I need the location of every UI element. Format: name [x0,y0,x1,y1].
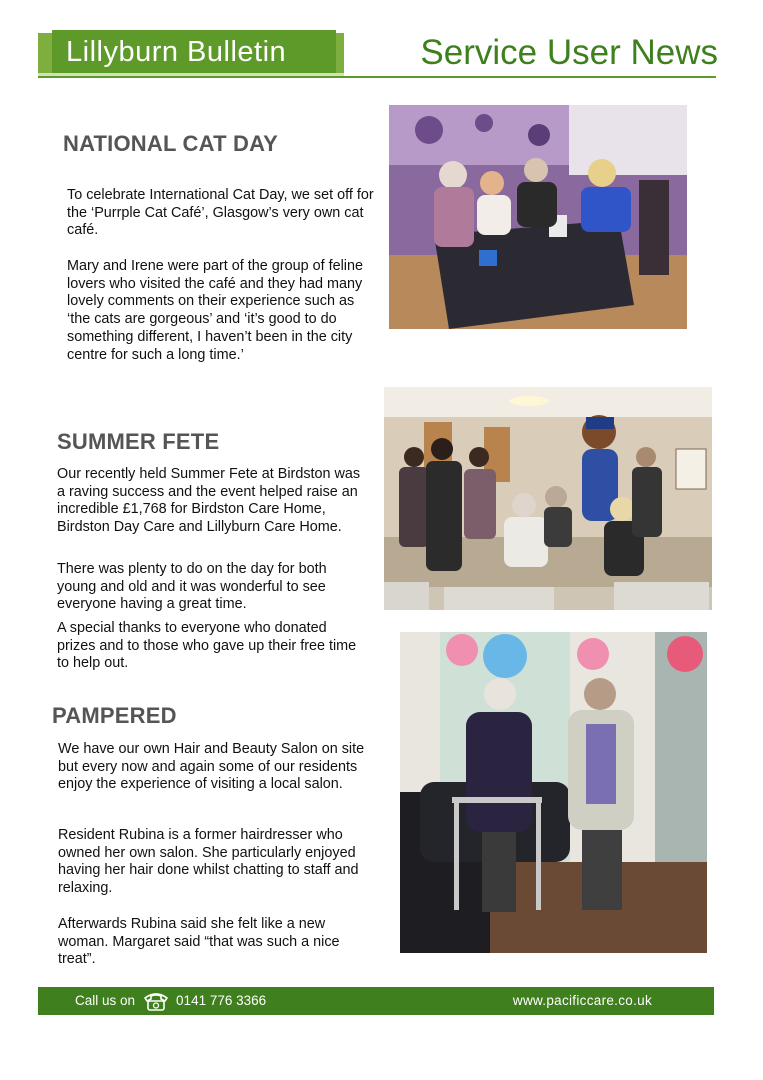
cat-day-heading: NATIONAL CAT DAY [63,131,279,156]
summer-fete-photo [384,387,712,610]
summer-fete-paragraph-3: A special thanks to everyone who donated prizes and to those who gave up their free time to help out. [57,620,357,672]
footer-call-label: Call us on [75,993,136,1008]
salon-photo [400,632,707,953]
footer-contact [75,987,266,1015]
page-title: Service User News [420,33,718,72]
pampered-paragraph-2: Resident Rubina is a former hairdresser who owned her own salon. She particularly enjoyed having her hair done whilst chatting to staff and relaxing. [58,827,359,897]
cat-day-paragraph-1: To celebrate International Cat Day, we set off for the ‘Purrple Cat Café’, Glasgow’s very own cat café. [67,187,374,239]
telephone-icon [142,991,170,1011]
summer-fete-heading: SUMMER FETE [57,429,220,454]
header-rule [38,76,716,78]
footer-phone-number[interactable]: 0141 776 3366 [176,993,267,1008]
footer-bar [38,987,714,1015]
summer-fete-paragraph-1: Our recently held Summer Fete at Birdston was a raving success and the event helped raise an incredible £1,768 for Birdston Care Home, Birdston Day Care and Lillyburn Care Home. [57,466,361,536]
cat-day-paragraph-2: Mary and Irene were part of the group of feline lovers who visited the café and they had many lovely comments on their experience such as ‘the cats are gorgeous’ and ‘it’s good to do something different, I haven’t been in the city centre for such a long time.’ [67,258,363,363]
bulletin-title: Lillyburn Bulletin [52,30,336,75]
pampered-paragraph-1: We have our own Hair and Beauty Salon on site but every now and again some of our residents enjoy the experience of visiting a local salon. [58,741,365,793]
footer-website-link[interactable]: www.pacificcare.co.uk [512,993,652,1008]
pampered-heading: PAMPERED [52,703,177,728]
pampered-paragraph-3: Afterwards Rubina said she felt like a new woman. Margaret said “that was such a nice treat”. [58,916,340,968]
cat-cafe-photo [389,105,687,329]
summer-fete-paragraph-2: There was plenty to do on the day for both young and old and it was wonderful to see everyone having a great time. [57,561,327,613]
